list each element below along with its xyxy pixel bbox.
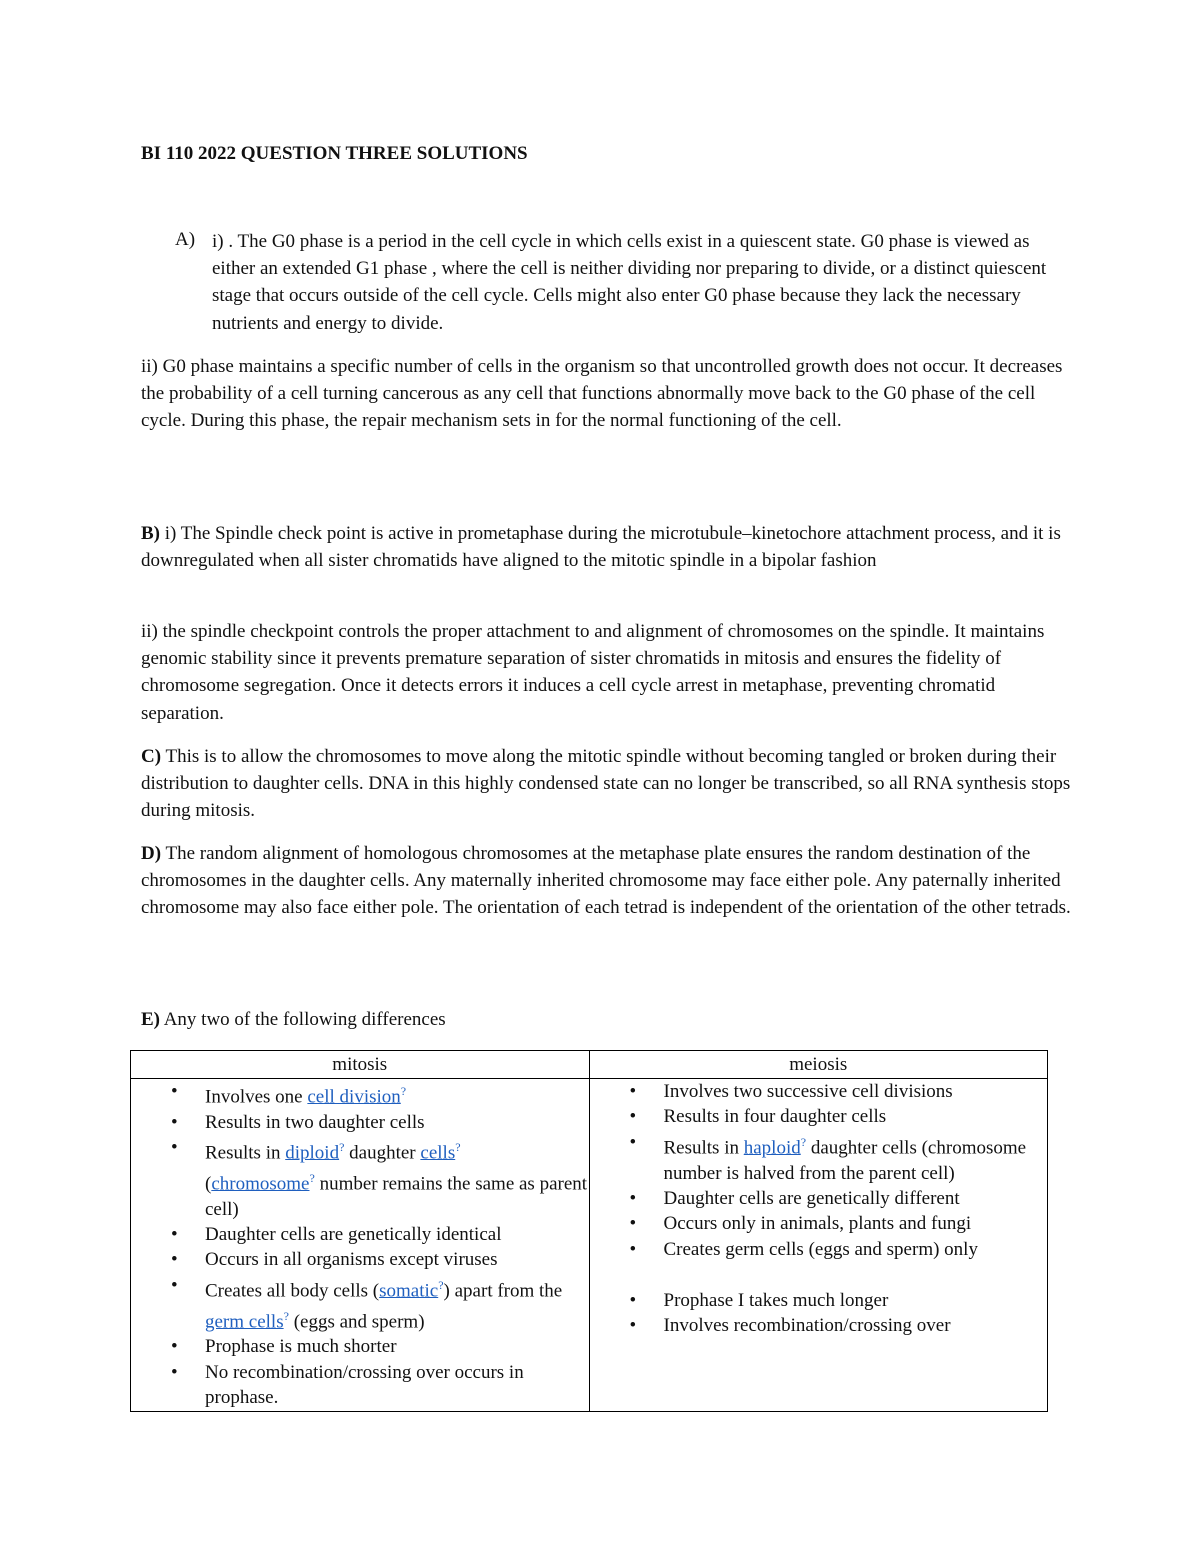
list-item: • No recombination/crossing over occurs in prophase. <box>131 1360 589 1411</box>
help-marker-icon[interactable]: ? <box>400 1084 407 1098</box>
section-c-text: This is to allow the chromosomes to move along the mitotic spindle without becoming tangled or broken during their distribution to daughter cells. DNA in this highly condensed state can no longer be transcribed, so all RNA synthesis stops during mitosis. <box>141 746 1071 822</box>
page-title: BI 110 2022 QUESTION THREE SOLUTIONS <box>141 143 528 164</box>
mitosis-list <box>131 1079 589 1411</box>
header-meiosis: meiosis <box>589 1051 1048 1079</box>
list-item: • Results in four daughter cells <box>590 1104 1048 1129</box>
help-marker-icon[interactable]: ? <box>339 1140 345 1155</box>
mitosis-cell <box>131 1079 590 1412</box>
item-text: daughter cells (chromosome number is halved from the parent cell) <box>663 1137 1027 1184</box>
link-cells[interactable]: cells <box>420 1142 456 1164</box>
item-text: ( <box>205 1173 212 1195</box>
part-i-text: i) The Spindle check point is active in prometaphase during the microtubule–kinetochore attachment process, and it is downregulated when all sister chromatids have aligned to the mitotic spindle in a bipolar fashion <box>141 523 1061 572</box>
section-e-label: E) <box>141 1009 160 1030</box>
section-a-label: A) <box>175 229 196 250</box>
comparison-table <box>130 1050 1048 1412</box>
link-somatic[interactable]: somatic <box>379 1280 439 1302</box>
section-e-text: Any two of the following differences <box>163 1009 446 1030</box>
item-text: (eggs and sperm) <box>288 1310 425 1332</box>
item-text: Creates all body cells ( <box>205 1280 380 1302</box>
item-text: ) apart from the <box>443 1280 563 1302</box>
list-item: • Creates germ cells (eggs and sperm) only <box>590 1237 1048 1262</box>
item-text: Involves one <box>205 1086 308 1108</box>
section-c-label: C) <box>141 746 162 767</box>
section-d-label: D) <box>141 843 162 864</box>
item-text: daughter <box>344 1142 421 1164</box>
help-marker-icon[interactable]: ? <box>438 1277 444 1292</box>
item-text: Results in <box>205 1142 286 1164</box>
part-i-text: The G0 phase is a period in the cell cycle in which cells exist in a quiescent state. G0 phase is viewed as either an extended G1 phase , where the cell is neither dividing nor preparing to divide, or a distinct quiescent stage that occurs outside of the cell cycle. Cells might also enter G0 phase because they lack the necessary nutrients and energy to divide. <box>212 231 1047 334</box>
item-text: Results in <box>663 1137 744 1159</box>
item-text: number remains the same as parent cell) <box>205 1173 588 1220</box>
meiosis-list <box>590 1079 1048 1338</box>
list-item: • Involves recombination/crossing over <box>590 1313 1048 1338</box>
meiosis-cell <box>589 1079 1048 1412</box>
list-item: • Prophase is much shorter <box>131 1334 589 1359</box>
list-item: • Prophase I takes much longer <box>590 1288 1048 1313</box>
help-marker-icon[interactable]: ? <box>800 1134 807 1149</box>
help-marker-icon[interactable]: ? <box>309 1170 315 1185</box>
section-b-label: B) <box>141 523 160 544</box>
section-a-part-ii: ii) G0 phase maintains a specific number of cells in the organism so that uncontrolled growth does not occur. It decreases the probability of a cell turning cancerous as any cell that functions abnormally move back to the G0 phase of the cell cycle. During this phase, the repair mechanism sets in for the normal functioning of the cell. <box>141 356 1063 432</box>
section-a-part-i <box>212 228 1057 337</box>
list-item: • Daughter cells are genetically identical <box>131 1222 589 1247</box>
section-b-part-ii: ii) the spindle checkpoint controls the proper attachment to and alignment of chromosomes on the spindle. It maintains genomic stability since it prevents premature separation of sister chromatids in mitosis and ensures the fidelity of chromosome segregation. Once it detects errors it induces a cell cycle arrest in metaphase, preventing chromatid separation. <box>141 621 1045 724</box>
list-item <box>590 1130 1048 1186</box>
list-item <box>131 1273 589 1334</box>
list-item: • Results in two daughter cells <box>131 1110 589 1135</box>
link-diploid[interactable]: diploid <box>285 1142 340 1164</box>
header-mitosis: mitosis <box>131 1051 590 1079</box>
list-item <box>131 1079 589 1110</box>
table-body-row <box>131 1079 1048 1412</box>
help-marker-icon[interactable]: ? <box>283 1308 289 1323</box>
list-item: • Involves two successive cell divisions <box>590 1079 1048 1104</box>
list-item <box>131 1135 589 1222</box>
link-cell-division[interactable]: cell division <box>307 1086 401 1108</box>
section-d <box>141 840 1071 922</box>
list-item: • Daughter cells are genetically different <box>590 1186 1048 1211</box>
section-d-text: The random alignment of homologous chromosomes at the metaphase plate ensures the random destination of the chromosomes in the daughter cells. Any maternally inherited chromosome may face either pole. Any paternally inherited chromosome may also face either pole. The orientation of each tetrad is independent of the orientation of the other tetrads. <box>141 843 1071 919</box>
list-item: • Occurs in all organisms except viruses <box>131 1247 589 1272</box>
section-c <box>141 743 1071 825</box>
section-e-heading <box>141 1009 446 1031</box>
help-marker-icon[interactable]: ? <box>455 1140 461 1155</box>
link-haploid[interactable]: haploid <box>743 1137 801 1159</box>
table-header-row <box>131 1051 1048 1079</box>
list-item: • Occurs only in animals, plants and fungi <box>590 1211 1048 1236</box>
section-b-part-i <box>141 520 1071 574</box>
link-chromosome[interactable]: chromosome <box>211 1173 310 1195</box>
link-germ-cells[interactable]: germ cells <box>205 1310 284 1332</box>
part-i-prefix: i) . <box>212 231 234 252</box>
